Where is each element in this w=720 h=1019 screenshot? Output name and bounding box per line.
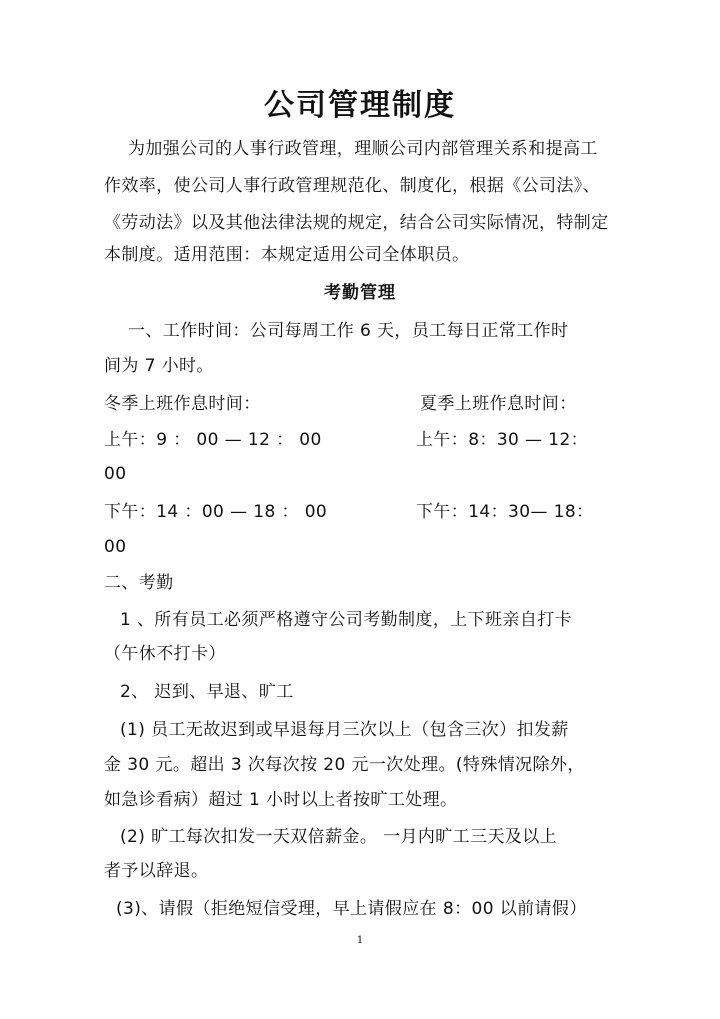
rule2-1-line: 金 30 元。超出 3 次每次按 20 元一次处理。(特殊情况除外， (104, 755, 585, 775)
winter-afternoon-time: 下午：14 ：00 — 18 ： 00 (104, 502, 328, 522)
rule2-heading: 2、 迟到、早退、旷工 (120, 682, 294, 702)
winter-morning-wrap: 00 (104, 464, 127, 484)
section-heading: 考勤管理 (324, 283, 396, 303)
winter-schedule-label: 冬季上班作息时间： (104, 394, 261, 414)
rule2-2-line: (2) 旷工每次扣发一天双倍薪金。 一月内旷工三天及以上 (120, 827, 558, 847)
rule1-line: 1 、所有员工必须严格遵守公司考勤制度，上下班亲自打卡 (120, 610, 573, 630)
work-time-line: 间为 7 小时。 (104, 356, 214, 376)
winter-morning-time: 上午：9 ： 00 — 12 ： 00 (104, 430, 322, 450)
rule2-2-line: 者予以辞退。 (104, 861, 209, 881)
winter-afternoon-wrap: 00 (104, 537, 127, 557)
attendance-heading: 二、考勤 (104, 573, 174, 593)
summer-morning-time: 上午：8：30 — 12： (416, 430, 589, 450)
rule2-3-line: (3)、请假（拒绝短信受理，早上请假应在 8：00 以前请假） (116, 899, 587, 919)
summer-afternoon-time: 下午：14：30— 18： (416, 502, 594, 522)
intro-line: 本制度。适用范围：本规定适用公司全体职员。 (104, 245, 470, 265)
summer-schedule-label: 夏季上班作息时间： (420, 394, 577, 414)
intro-line: 为加强公司的人事行政管理，理顺公司内部管理关系和提高工 (128, 139, 598, 159)
intro-line: 作效率，使公司人事行政管理规范化、制度化，根据《公司法》、 (104, 176, 601, 196)
page-number: 1 (356, 935, 364, 946)
rule1-line: （午休不打卡） (104, 644, 226, 664)
rule2-1-line: 如急诊看病）超过 1 小时以上者按旷工处理。 (104, 790, 458, 810)
intro-line: 《劳动法》以及其他法律法规的规定，结合公司实际情况，特制定 (104, 213, 609, 233)
rule2-1-line: (1) 员工无故迟到或早退每月三次以上（包含三次）扣发薪 (120, 720, 569, 740)
page-title: 公司管理制度 (264, 88, 456, 123)
work-time-line: 一、工作时间：公司每周工作 6 天，员工每日正常工作时 (128, 321, 569, 341)
